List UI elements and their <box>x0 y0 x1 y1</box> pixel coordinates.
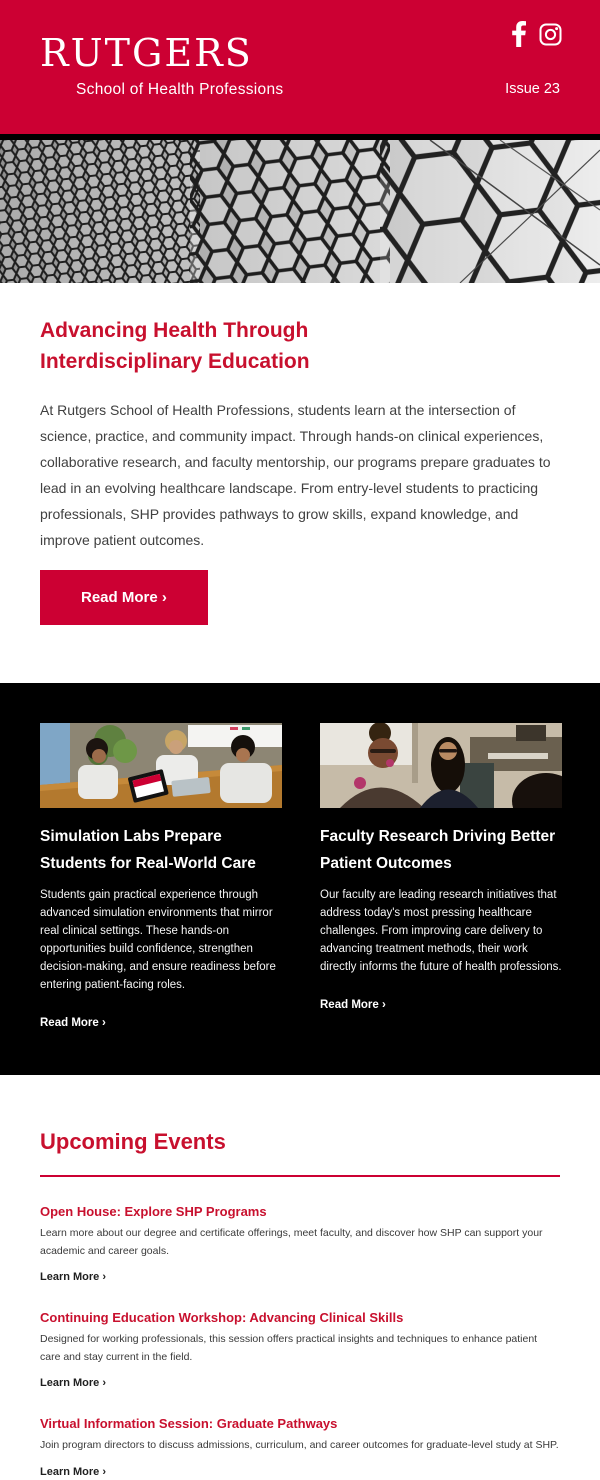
newsletter-header <box>0 0 600 134</box>
event-ce-workshop <box>40 1310 560 1391</box>
hero-image <box>0 140 600 283</box>
card-body: Students gain practical experience through advanced simulation environments that mirror real clinical settings. These hands-on opportunities build confidence, strengthen decision-making, and ensure readiness before entering patient-facing roles. <box>40 889 276 991</box>
event-body: Designed for working professionals, this session offers practical insights and techniques to enhance patient care and stay current in the field. <box>40 1333 538 1363</box>
issue-number: Issue 23 <box>505 81 560 97</box>
card-title: Faculty Research Driving Better Patient Outcomes <box>320 828 556 872</box>
event-title: Virtual Information Session: Graduate Pathways <box>40 1416 338 1431</box>
events-heading: Upcoming Events <box>40 1129 226 1154</box>
rutgers-logo[interactable] <box>40 31 284 99</box>
read-more-button[interactable]: Read More › <box>40 570 208 625</box>
simulation-lab-photo <box>40 723 282 808</box>
event-body: Learn more about our degree and certificate offerings, meet faculty, and discover how SHP can support your academic and career goals. <box>40 1227 543 1257</box>
feature-body: At Rutgers School of Health Professions, students learn at the intersection of science, practice, and community impact. Through hands-on clinical experiences, collaborative research, and faculty mentorship, our programs prepare graduates to lead in an evolving healthcare landscape. From entry-level students to practicing professionals, SHP provides pathways to grow skills, expand knowledge, and improve patient outcomes. <box>40 402 551 548</box>
event-body: Join program directors to discuss admissions, curriculum, and career outcomes for graduate-level study at SHP. <box>40 1439 559 1451</box>
card-read-more-link[interactable]: Read More › <box>40 1017 106 1029</box>
instagram-icon[interactable] <box>539 23 562 46</box>
event-virtual-info-session <box>40 1416 560 1480</box>
learn-more-link[interactable]: Learn More › <box>40 1377 107 1389</box>
card-read-more-link[interactable]: Read More › <box>320 999 386 1011</box>
social-links <box>511 21 562 47</box>
event-title: Open House: Explore SHP Programs <box>40 1204 267 1219</box>
feature-section <box>0 283 600 683</box>
card-body: Our faculty are leading research initiatives that address today's most pressing healthcare challenges. From improving care delivery to advancing treatment methods, their work directly informs the future of health professions. <box>320 889 562 973</box>
feature-heading: Advancing Health Through Interdisciplinary Education <box>40 319 310 373</box>
event-open-house <box>40 1204 560 1285</box>
learn-more-link[interactable]: Learn More › <box>40 1271 107 1283</box>
faculty-research-photo <box>320 723 562 808</box>
learn-more-link[interactable]: Learn More › <box>40 1465 107 1478</box>
events-divider <box>40 1175 560 1177</box>
facebook-icon[interactable] <box>511 21 526 47</box>
rutgers-wordmark: RUTGERS <box>40 31 253 75</box>
school-name: School of Health Professions <box>76 81 284 98</box>
event-title: Continuing Education Workshop: Advancing Clinical Skills <box>40 1310 404 1325</box>
card-faculty-research <box>320 723 562 1031</box>
upcoming-events-section <box>0 1075 600 1480</box>
highlights-section <box>0 683 600 1075</box>
card-simulation-labs <box>40 723 282 1031</box>
card-title: Simulation Labs Prepare Students for Real-World Care <box>40 828 256 872</box>
